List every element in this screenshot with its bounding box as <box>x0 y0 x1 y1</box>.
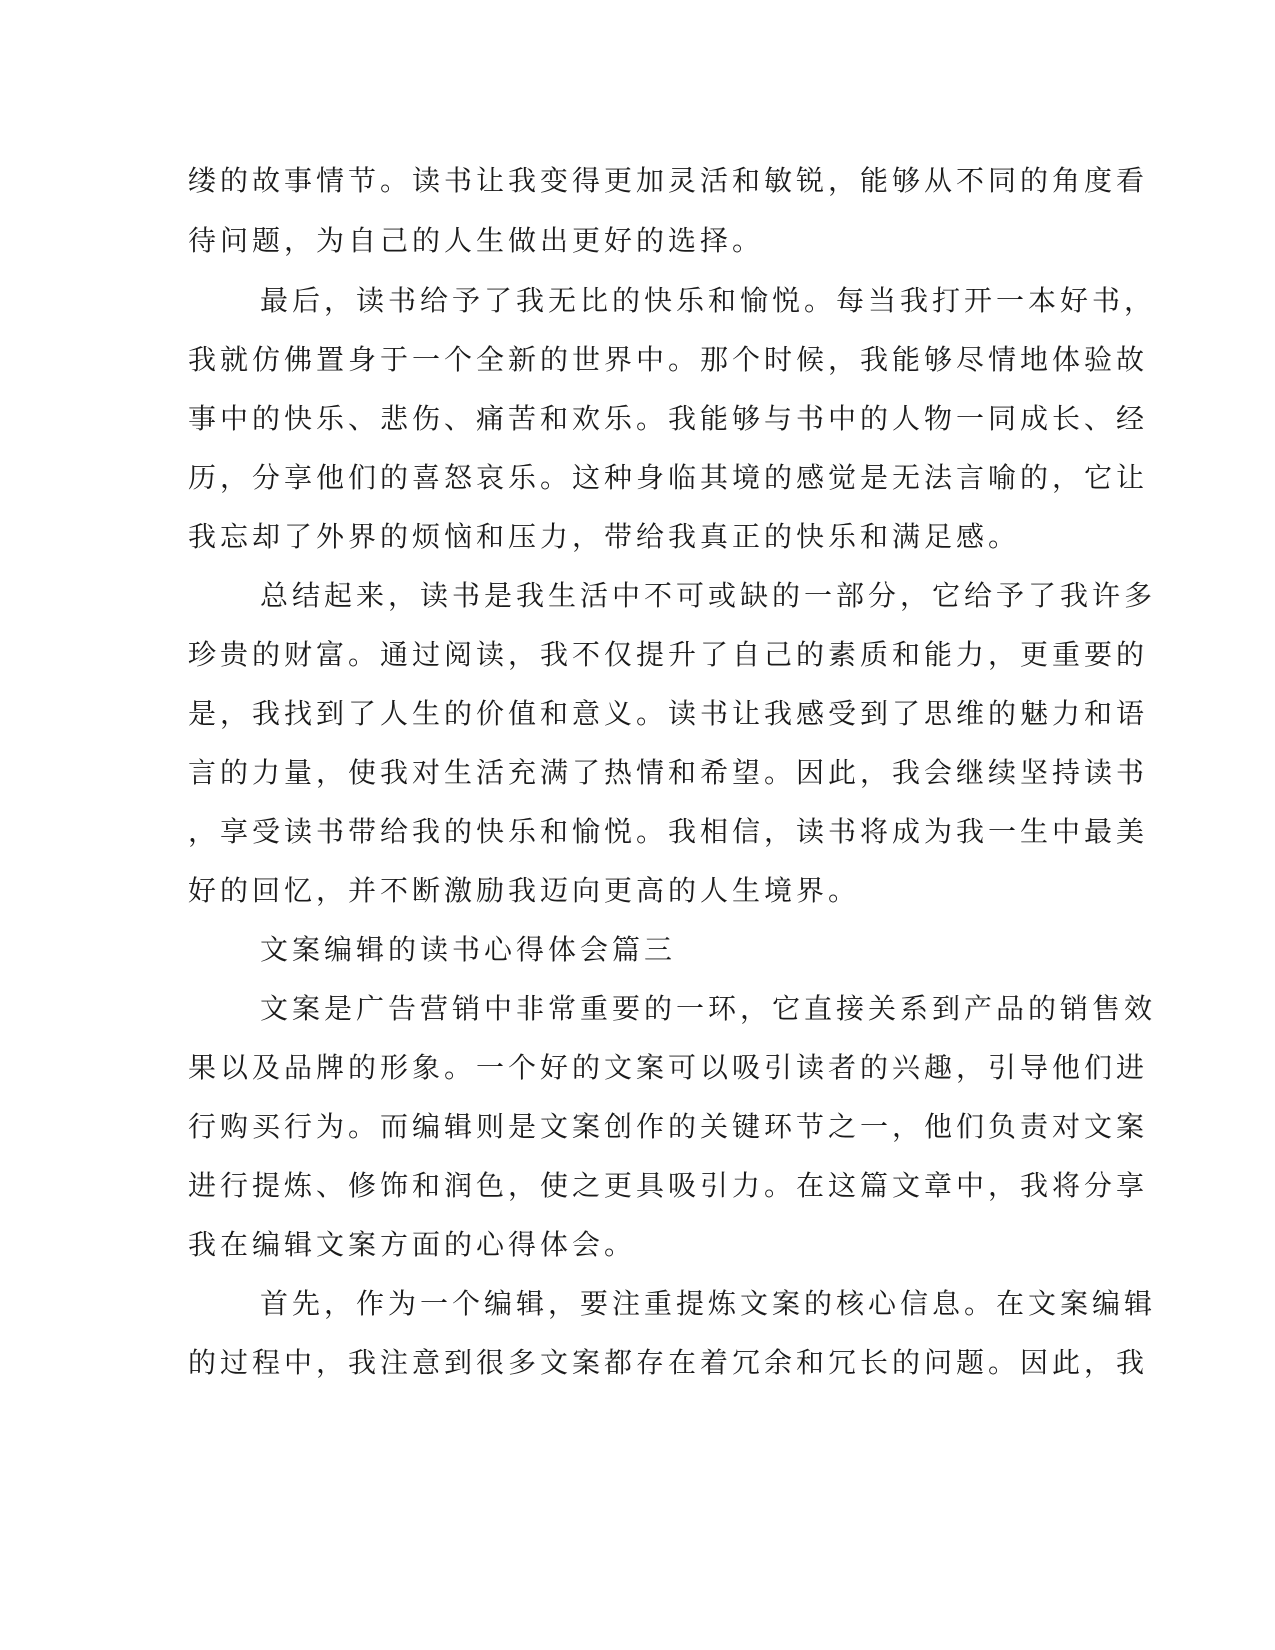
text-line: 我忘却了外界的烦恼和压力，带给我真正的快乐和满足感。 <box>188 520 1021 553</box>
text-line: 事中的快乐、悲伤、痛苦和欢乐。我能够与书中的人物一同成长、经 <box>188 402 1149 435</box>
text-line: 我就仿佛置身于一个全新的世界中。那个时候，我能够尽情地体验故 <box>188 343 1149 376</box>
text-line: 言的力量，使我对生活充满了热情和希望。因此，我会继续坚持读书 <box>188 756 1149 789</box>
paragraph-start-line: 总结起来，读书是我生活中不可或缺的一部分，它给予了我许多 <box>260 579 1157 612</box>
text-line: 好的回忆，并不断激励我迈向更高的人生境界。 <box>188 874 861 907</box>
section-heading: 文案编辑的读书心得体会篇三 <box>260 933 677 966</box>
text-line: 待问题，为自己的人生做出更好的选择。 <box>188 224 765 257</box>
paragraph-start-line: 最后，读书给予了我无比的快乐和愉悦。每当我打开一本好书， <box>260 284 1157 317</box>
text-line: ，享受读书带给我的快乐和愉悦。我相信，读书将成为我一生中最美 <box>188 815 1149 848</box>
text-line: 我在编辑文案方面的心得体会。 <box>188 1228 637 1261</box>
text-line: 的过程中，我注意到很多文案都存在着冗余和冗长的问题。因此，我 <box>188 1346 1149 1379</box>
text-line: 是，我找到了人生的价值和意义。读书让我感受到了思维的魅力和语 <box>188 697 1149 730</box>
text-line: 果以及品牌的形象。一个好的文案可以吸引读者的兴趣，引导他们进 <box>188 1051 1149 1084</box>
text-line: 历，分享他们的喜怒哀乐。这种身临其境的感觉是无法言喻的，它让 <box>188 461 1149 494</box>
paragraph-start-line: 文案是广告营销中非常重要的一环，它直接关系到产品的销售效 <box>260 992 1157 1025</box>
text-line: 行购买行为。而编辑则是文案创作的关键环节之一，他们负责对文案 <box>188 1110 1149 1143</box>
text-line: 进行提炼、修饰和润色，使之更具吸引力。在这篇文章中，我将分享 <box>188 1169 1149 1202</box>
text-line: 珍贵的财富。通过阅读，我不仅提升了自己的素质和能力，更重要的 <box>188 638 1149 671</box>
paragraph-start-line: 首先，作为一个编辑，要注重提炼文案的核心信息。在文案编辑 <box>260 1287 1157 1320</box>
text-line: 缕的故事情节。读书让我变得更加灵活和敏锐，能够从不同的角度看 <box>188 164 1149 197</box>
